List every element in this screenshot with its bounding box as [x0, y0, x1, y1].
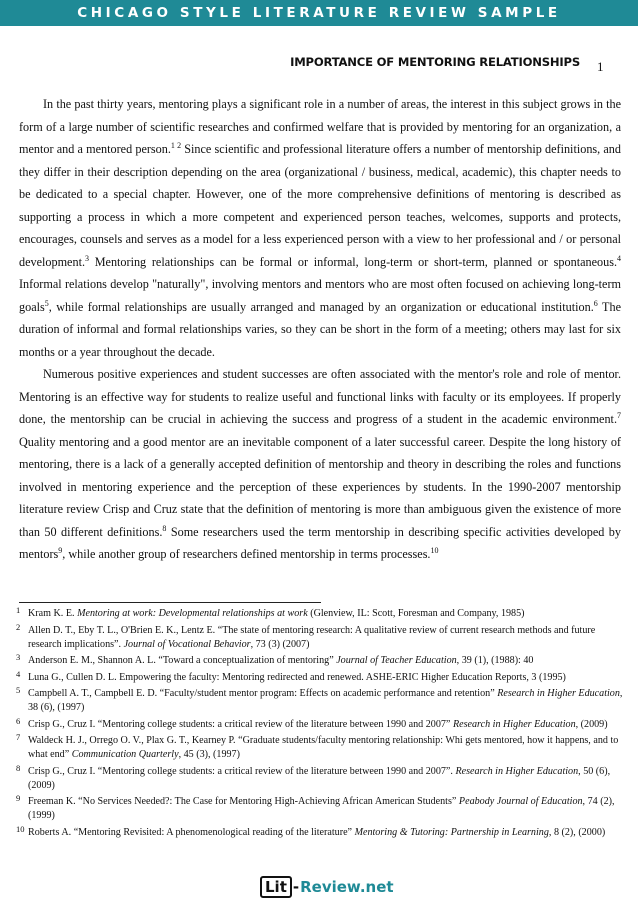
text-run: Quality mentoring and a good mentor are an inevitable component of a later successful career. Despite the long history of mentoring, there is a lack of a generally accepted definition of mentorship and theory in describing the roles and functions involved in mentoring experience and the perception of these experiences by students. In the 1990-2007 mentorship literature review Crisp and Cruz state that the definition of mentoring is more than ambiguous given the existence of more than 50 different definitions. — [19, 434, 621, 539]
footnote — [16, 732, 631, 762]
lit-review-logo — [260, 875, 394, 899]
text-run: The duration of informal and formal relationships varies, so they can be short in the form of a meeting; others may last for six months or a year throughout the decade. — [19, 299, 621, 359]
italic-title: Mentoring at work: Developmental relationships at work — [77, 608, 308, 619]
footnote — [16, 685, 631, 715]
text-run: , while formal relationships are usually arranged and managed by an organization or educational institution. — [48, 299, 594, 314]
text-run: Crisp G., Cruz I. “Mentoring college students: a critical review of the literature between 1990 and 2007” — [28, 718, 453, 730]
footnote-number: 7 — [16, 732, 21, 743]
text-run: Allen D. T., Eby T. L., O'Brien E. K., Lentz E. “The state of mentoring research: A qualitative review of current research methods and future research implications”. — [28, 624, 596, 650]
text-run: , 50 (6), (2009) — [28, 765, 611, 791]
footnote — [16, 668, 631, 685]
text-run: Since scientific and professional literature offers a number of mentorship definitions, and they differ in their description depending on the area (organizational / business, medical, academic), this chapter needs to be dedicated to a special chapter. However, one of the more comprehensive definitions of mentoring is described as supporting a process in which a more competent and experienced person teaches, welcomes, supports and protects, encourages, counsels and serves as a model for a less experienced person with a view to her professional and / or personal development. — [19, 142, 621, 269]
footnote — [16, 652, 631, 668]
footnote — [16, 715, 631, 732]
text-run: , 74 (2), (1999) — [28, 796, 615, 822]
italic-title: Communication Quarterly — [71, 749, 179, 761]
italic-title: Peabody Journal of Education — [458, 796, 583, 808]
text-run: Kram K. E. — [28, 608, 78, 619]
paragraph-2 — [19, 363, 621, 566]
text-run: Informal relations develop "naturally", involving mentors and mentors who are most often focused on achieving long-term goals — [19, 277, 621, 314]
footnote — [16, 605, 631, 621]
text-run: Mentoring relationships can be formal or informal, long-term or short-term, planned or spontaneous. — [89, 254, 617, 269]
footnote-number: 6 — [16, 715, 21, 726]
page-number: 1 — [597, 59, 604, 74]
text-run: In the past thirty years, mentoring plays a significant role in a number of areas, the interest in this subject grows in the form of a large number of scientific researches and confirmed welfare that is provided by mentoring for an organization, a mentor and a mentored person. — [19, 97, 621, 156]
logo-review-text: Review.net — [300, 878, 394, 896]
footnote-ref: 4 — [616, 253, 621, 263]
text-run: , (2009) — [575, 718, 608, 730]
text-run: Crisp G., Cruz I. “Mentoring college students: a critical review of the literature between 1990 and 2007”. — [28, 765, 456, 777]
italic-title: Research in Higher Education — [452, 718, 576, 730]
footnote-ref: 10 — [430, 545, 439, 555]
body-text — [19, 93, 621, 566]
logo-lit-box: Lit — [260, 876, 292, 898]
italic-title: Research in Higher Education — [497, 688, 620, 700]
text-run: Roberts A. “Mentoring Revisited: A phenomenological reading of the literature” — [28, 826, 355, 838]
text-run: Luna G., Cullen D. L. Empowering the faculty: Mentoring redirected and renewed. ASHE-ERIC Higher Education Reports, 3 (1995) — [28, 671, 566, 683]
footnote-ref: 8 — [162, 523, 167, 533]
footnote-number: 1 — [16, 605, 21, 615]
footnote-ref: 7 — [617, 410, 621, 420]
text-run: , 38 (6), (1997) — [28, 688, 623, 714]
text-run: , 73 (3) (2007) — [250, 638, 310, 650]
footnote — [16, 762, 631, 793]
section-heading: IMPORTANCE OF MENTORING RELATIONSHIPS — [290, 55, 580, 69]
header-banner: CHICAGO STYLE LITERATURE REVIEW SAMPLE — [0, 0, 638, 26]
footnote-number: 9 — [16, 793, 21, 804]
italic-title: Journal of Vocational Behavior — [123, 638, 251, 650]
text-run: Some researchers used the term mentorship in describing specific activities developed by mentors — [19, 524, 621, 561]
footnote-number: 5 — [16, 685, 21, 696]
footnote-ref: 1 2 — [170, 140, 182, 150]
text-run: Waldeck H. J., Orrego O. V., Plax G. T., Kearney P. “Graduate students/faculty mentoring relationship: Whi gets mentored, how it happens, and to what end” — [28, 735, 619, 761]
italic-title: Mentoring & Tutoring: Partnership in Learning — [354, 826, 549, 838]
text-run: , 45 (3), (1997) — [178, 749, 240, 761]
text-run: , 39 (1), (1988): 40 — [456, 655, 534, 667]
footnotes-list — [16, 605, 631, 842]
text-run: Numerous positive experiences and student successes are often associated with the mentor's role and role of mentor. Mentoring is an effective way for students to realize useful and functional links with faculty or its employees. If properly done, the mentorship can be crucial in achieving the success and progress of a student in the academic environment. — [19, 367, 621, 426]
footnote — [16, 823, 631, 840]
italic-title: Research in Higher Education — [455, 765, 579, 777]
text-run: Campbell A. T., Campbell E. D. “Faculty/student mentor program: Effects on academic performance and retention” — [28, 688, 498, 700]
text-run: , while another group of researchers defined mentorship in terms processes. — [62, 547, 431, 561]
footnote-number: 8 — [16, 762, 21, 773]
footnote-ref: 6 — [593, 298, 598, 308]
paragraph-1 — [19, 93, 621, 363]
footnote — [16, 793, 631, 823]
italic-title: Journal of Teacher Education — [336, 655, 457, 667]
logo-dash: - — [292, 878, 300, 896]
footnote-number: 3 — [16, 652, 21, 663]
footnote-number: 4 — [16, 668, 21, 679]
text-run: Anderson E. M., Shannon A. L. “Toward a conceptualization of mentoring” — [28, 655, 337, 667]
footnote-number: 2 — [16, 621, 21, 632]
text-run: , 8 (2), (2000) — [548, 826, 606, 838]
text-run: Freeman K. “No Services Needed?: The Case for Mentoring High-Achieving African American Students” — [28, 796, 459, 808]
footnote-ref: 5 — [44, 298, 49, 308]
footnote-number: 10 — [16, 823, 25, 834]
text-run: (Glenview, IL: Scott, Foresman and Company, 1985) — [307, 608, 525, 619]
footnote-ref: 9 — [58, 545, 63, 555]
footnote-divider — [19, 602, 321, 603]
footnote-ref: 3 — [85, 253, 89, 263]
footnote — [16, 621, 631, 652]
